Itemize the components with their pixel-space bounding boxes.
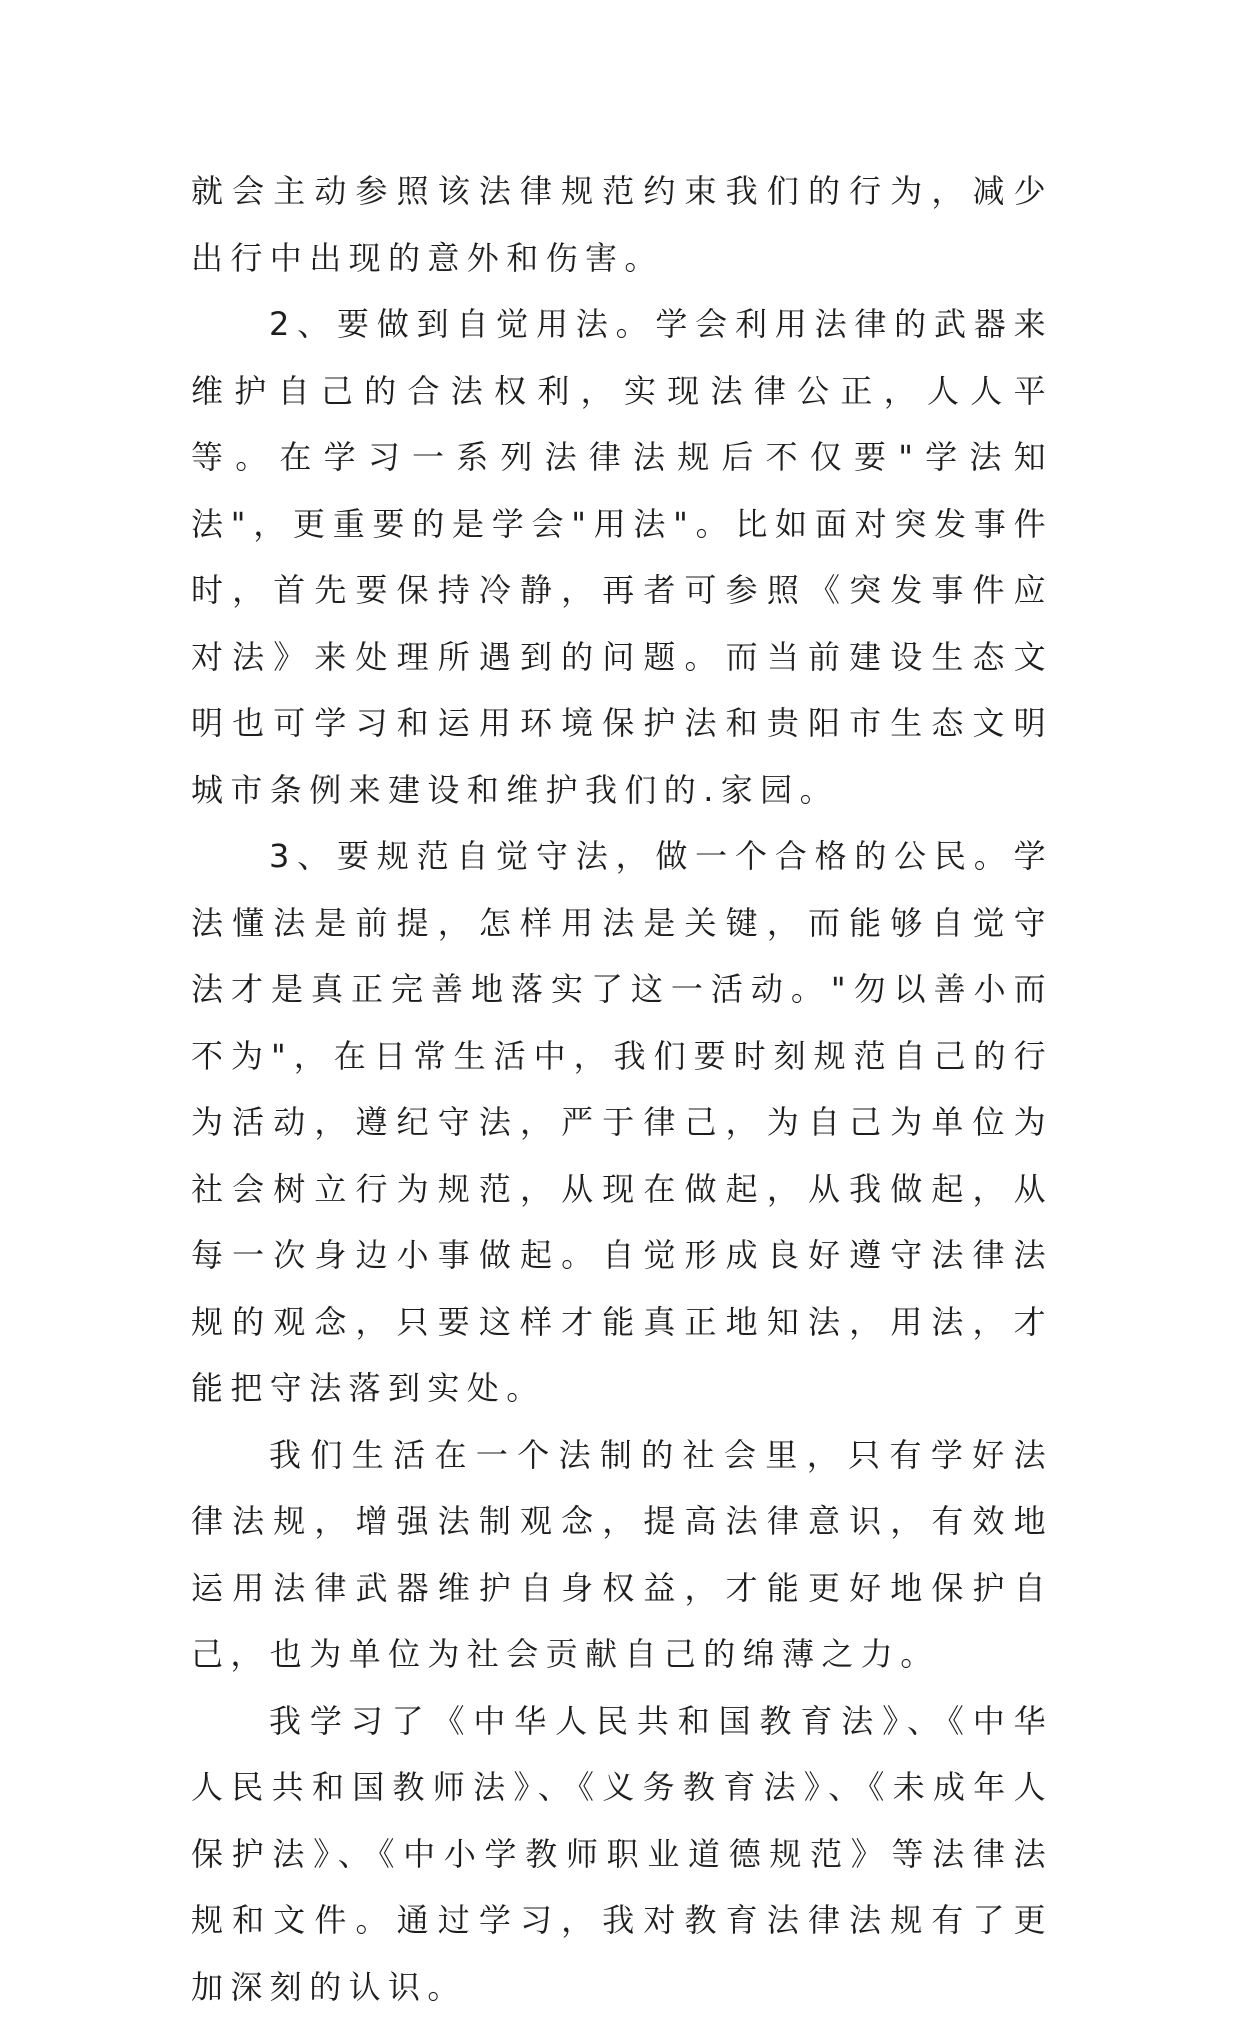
paragraph-point-2: 2、要做到自觉用法。学会利用法律的武器来维护自己的合法权利，实现法律公正，人人平等。在学习一系列法律法规后不仅要"学法知法"，更重要的是学会"用法"。比如面对突发事件时，首先要保持冷静，再者可参照《突发事件应对法》来处理所遇到的问题。而当前建设生态文明也可学习和运用环境保护法和贵阳市生态文明城市条例来建设和维护我们的.家园。: [191, 291, 1053, 823]
paragraph-point-3: 3、要规范自觉守法，做一个合格的公民。学法懂法是前提，怎样用法是关键，而能够自觉守法才是真正完善地落实了这一活动。"勿以善小而不为"，在日常生活中，我们要时刻规范自己的行为活动，遵纪守法，严于律己，为自己为单位为社会树立行为规范，从现在做起，从我做起，从每一次身边小事做起。自觉形成良好遵守法律法规的观念，只要这样才能真正地知法，用法，才能把守法落到实处。: [191, 823, 1053, 1422]
document-body: [191, 158, 1053, 2020]
paragraph-summary: 我们生活在一个法制的社会里，只有学好法律法规，增强法制观念，提高法律意识，有效地运用法律武器维护自身权益，才能更好地保护自己，也为单位为社会贡献自己的绵薄之力。: [191, 1422, 1053, 1688]
paragraph-study-laws: 我学习了《中华人民共和国教育法》、《中华人民共和国教师法》、《义务教育法》、《未成年人保护法》、《中小学教师职业道德规范》等法律法规和文件。通过学习，我对教育法律法规有了更加深刻的认识。: [191, 1688, 1053, 2020]
paragraph-continuation: 就会主动参照该法律规范约束我们的行为，减少出行中出现的意外和伤害。: [191, 158, 1053, 291]
